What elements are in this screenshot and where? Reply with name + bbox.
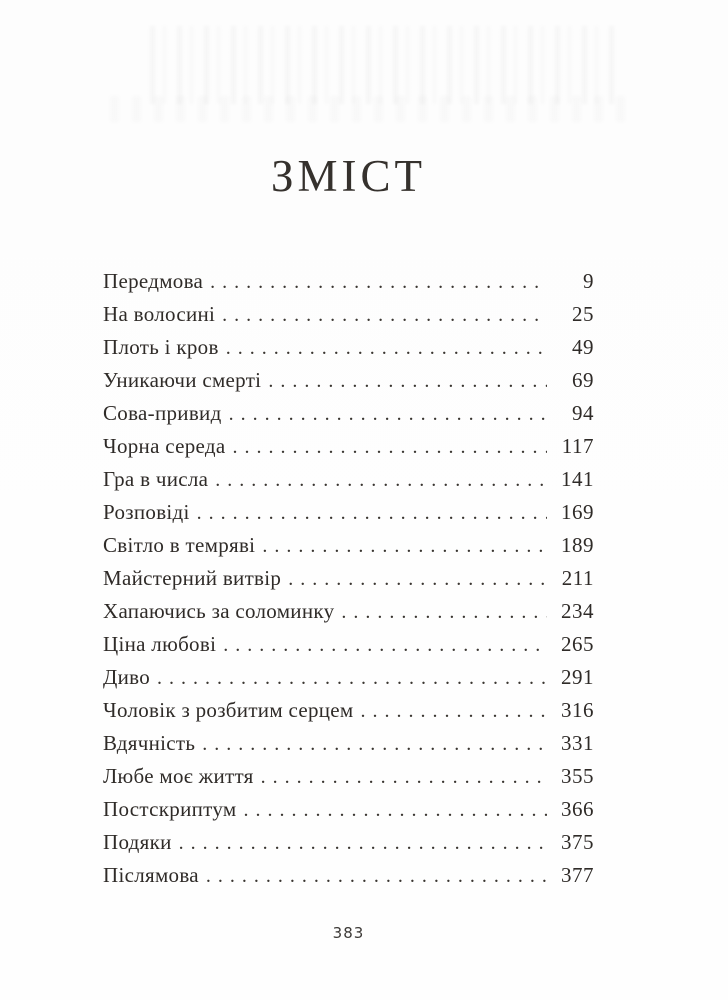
dot-leader — [197, 496, 547, 529]
toc-entry-title: Світло в темряві — [103, 532, 256, 557]
toc-entry-page-number: 69 — [572, 367, 594, 392]
toc-entry-title: Чорна середа — [103, 433, 226, 458]
toc-entry-row — [103, 298, 594, 331]
toc-entry-page-number: 375 — [561, 829, 594, 854]
dot-leader — [233, 430, 547, 463]
toc-entry-row — [103, 859, 594, 892]
toc-entry-title: Вдячність — [103, 730, 196, 755]
toc-entry-page-number: 189 — [561, 532, 594, 557]
toc-entry-page-number: 94 — [572, 400, 594, 425]
dot-leader — [222, 298, 547, 331]
toc-entry-title: На волосині — [103, 301, 216, 326]
dot-leader — [215, 463, 547, 496]
toc-entry-row — [103, 760, 594, 793]
toc-entry-row — [103, 364, 594, 397]
toc-entry-row — [103, 793, 594, 826]
dot-leader — [210, 265, 547, 298]
toc-entry-row — [103, 661, 594, 694]
toc-entry-title: Постскриптум — [103, 796, 237, 821]
page-folio-number: 383 — [332, 923, 365, 942]
dot-leader — [202, 727, 547, 760]
toc-entry-title: Передмова — [103, 268, 204, 293]
toc-entry-row — [103, 826, 594, 859]
toc-entry-page-number: 291 — [561, 664, 594, 689]
dot-leader — [179, 826, 547, 859]
toc-entry-title: Диво — [103, 664, 151, 689]
toc-entry-row — [103, 430, 594, 463]
toc-entry-title: Розповіді — [103, 499, 190, 524]
dot-leader — [262, 529, 547, 562]
toc-entry-page-number: 117 — [561, 433, 594, 458]
toc-entry-page-number: 316 — [561, 697, 594, 722]
toc-entry-page-number: 265 — [561, 631, 594, 656]
toc-entry-page-number: 211 — [561, 565, 594, 590]
toc-entry-row — [103, 496, 594, 529]
toc-entry-title: Уникаючи смерті — [103, 367, 262, 392]
toc-entry-page-number: 355 — [561, 763, 594, 788]
toc-entry-row — [103, 265, 594, 298]
dot-leader — [288, 562, 547, 595]
toc-entry-title: Плоть і кров — [103, 334, 219, 359]
dot-leader — [229, 397, 547, 430]
toc-entry-row — [103, 331, 594, 364]
dot-leader — [341, 595, 547, 628]
dot-leader — [226, 331, 547, 364]
toc-title: ЗМІСТ — [270, 151, 427, 201]
toc-entry-row — [103, 694, 594, 727]
toc-entry-title: Хапаючись за соломинку — [103, 598, 335, 623]
toc-entry-title: Гра в числа — [103, 466, 209, 491]
dot-leader — [157, 661, 547, 694]
toc-entry-page-number: 331 — [561, 730, 594, 755]
toc-entry-page-number: 25 — [572, 301, 594, 326]
toc-entry-title: Подяки — [103, 829, 172, 854]
toc-entry-row — [103, 562, 594, 595]
toc-entry-row — [103, 628, 594, 661]
dot-leader — [243, 793, 547, 826]
toc-list — [103, 265, 594, 892]
dot-leader — [261, 760, 547, 793]
toc-entry-page-number: 169 — [561, 499, 594, 524]
toc-entry-page-number: 377 — [561, 862, 594, 887]
toc-entry-row — [103, 727, 594, 760]
dot-leader — [223, 628, 547, 661]
toc-entry-page-number: 366 — [561, 796, 594, 821]
toc-entry-title: Післямова — [103, 862, 199, 887]
toc-entry-page-number: 234 — [561, 598, 594, 623]
toc-entry-page-number: 49 — [572, 334, 594, 359]
toc-entry-row — [103, 463, 594, 496]
dot-leader — [268, 364, 547, 397]
toc-entry-row — [103, 529, 594, 562]
toc-entry-row — [103, 595, 594, 628]
toc-entry-title: Сова-привид — [103, 400, 222, 425]
toc-entry-row — [103, 397, 594, 430]
toc-entry-page-number: 9 — [583, 268, 594, 293]
toc-entry-title: Майстерний витвір — [103, 565, 282, 590]
dot-leader — [361, 694, 547, 727]
dot-leader — [206, 859, 547, 892]
toc-entry-page-number: 141 — [561, 466, 594, 491]
toc-entry-title: Любе моє життя — [103, 763, 254, 788]
toc-entry-title: Ціна любові — [103, 631, 217, 656]
toc-entry-title: Чоловік з розбитим серцем — [103, 697, 354, 722]
